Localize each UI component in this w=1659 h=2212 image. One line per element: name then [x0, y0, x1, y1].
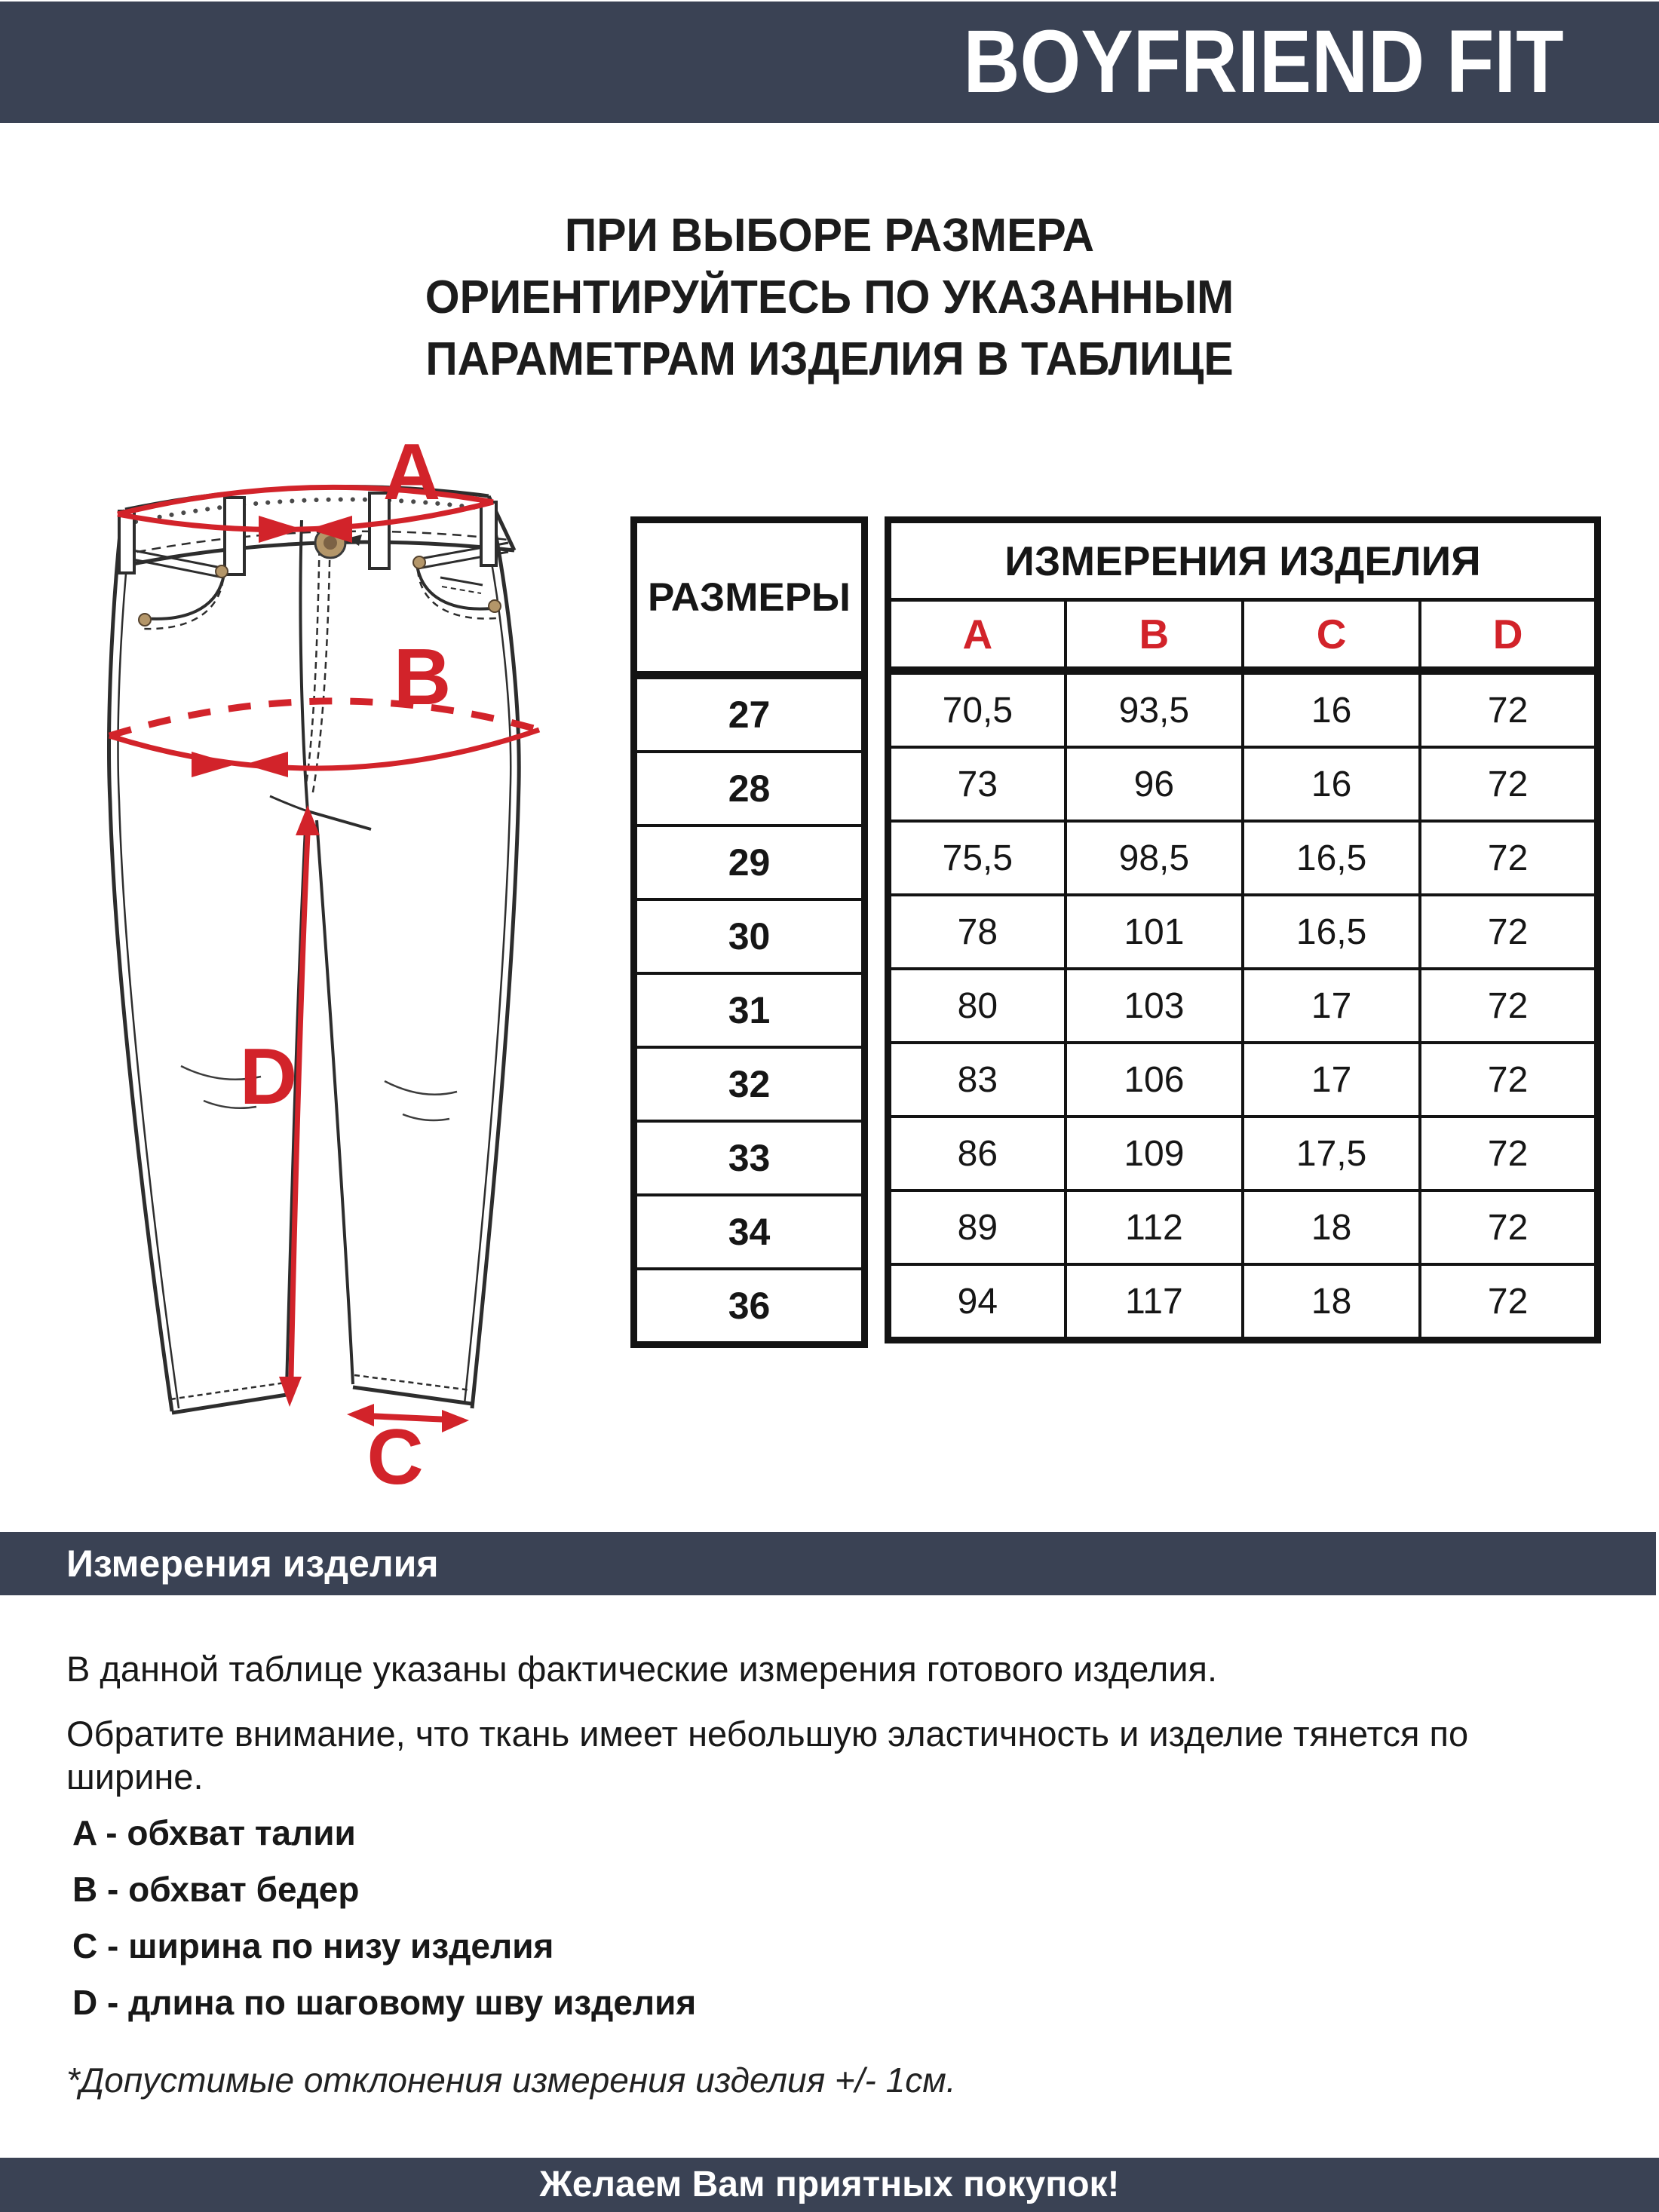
cell-c: 18	[1243, 1190, 1420, 1264]
cell-b: 112	[1066, 1190, 1243, 1264]
size-cell: 30	[634, 899, 865, 973]
page-title: BOYFRIEND FIT	[963, 12, 1564, 112]
cell-b: 98,5	[1066, 821, 1243, 895]
table-row	[634, 899, 865, 973]
cell-b: 96	[1066, 747, 1243, 821]
table-row	[634, 973, 865, 1047]
table-row	[888, 671, 1598, 748]
cell-b: 101	[1066, 895, 1243, 969]
size-cell: 36	[634, 1269, 865, 1345]
cell-c: 16,5	[1243, 821, 1420, 895]
table-row	[634, 1047, 865, 1121]
cell-a: 80	[888, 969, 1066, 1043]
cell-b: 93,5	[1066, 671, 1243, 748]
intro-line-1: ПРИ ВЫБОРЕ РАЗМЕРА	[564, 210, 1095, 262]
cell-b: 106	[1066, 1043, 1243, 1117]
cell-b: 117	[1066, 1264, 1243, 1340]
measurements-header: ИЗМЕРЕНИЯ ИЗДЕЛИЯ	[888, 520, 1598, 600]
cell-c: 18	[1243, 1264, 1420, 1340]
wrinkle-marks	[181, 1066, 457, 1120]
cell-d: 72	[1420, 1190, 1597, 1264]
table-row	[888, 1190, 1598, 1264]
footer-message: Желаем Вам приятных покупок!	[539, 2165, 1120, 2204]
tolerance-note: *Допустимые отклонения измерения изделия +/- 1см.	[66, 2060, 956, 2100]
section-bar	[0, 1532, 1656, 1595]
sizes-header: РАЗМЕРЫ	[634, 520, 865, 676]
cell-d: 72	[1420, 1117, 1597, 1190]
description-block	[66, 1648, 1582, 1821]
jeans-outline	[109, 487, 520, 1413]
legend-item-a: A - обхват талии	[72, 1813, 356, 1852]
cell-a: 89	[888, 1190, 1066, 1264]
cell-d: 72	[1420, 821, 1597, 895]
cell-d: 72	[1420, 671, 1597, 748]
table-row	[888, 747, 1598, 821]
cell-a: 70,5	[888, 671, 1066, 748]
cell-d: 72	[1420, 1264, 1597, 1340]
column-b: B	[1066, 600, 1243, 671]
table-row	[634, 1269, 865, 1345]
table-row	[888, 895, 1598, 969]
label-d: D	[239, 1032, 298, 1121]
cell-a: 75,5	[888, 821, 1066, 895]
legend-item-d: D - длина по шаговому шву изделия	[72, 1983, 697, 2022]
description-paragraph-2: Обратите внимание, что ткань имеет небольшую эластичность и изделие тянется по ширине.	[66, 1714, 1469, 1797]
jeans-technical-drawing	[30, 436, 603, 1506]
cell-d: 72	[1420, 747, 1597, 821]
sizes-table	[630, 516, 868, 1348]
table-row	[888, 969, 1598, 1043]
size-cell: 29	[634, 826, 865, 899]
measure-waist-a	[118, 436, 493, 543]
size-cell: 34	[634, 1195, 865, 1269]
cell-d: 72	[1420, 895, 1597, 969]
measure-hem-c	[347, 1404, 469, 1501]
table-row	[888, 1117, 1598, 1190]
intro-line-3: ПАРАМЕТРАМ ИЗДЕЛИЯ В ТАБЛИЦЕ	[425, 332, 1234, 385]
column-d: D	[1420, 600, 1597, 671]
size-cell: 31	[634, 973, 865, 1047]
cell-c: 17	[1243, 969, 1420, 1043]
size-cell: 28	[634, 752, 865, 826]
label-b: B	[393, 633, 452, 722]
header-bar	[0, 2, 1659, 123]
cell-a: 73	[888, 747, 1066, 821]
label-c: C	[366, 1414, 424, 1501]
description-paragraph-1: В данной таблице указаны фактические измерения готового изделия.	[66, 1649, 1218, 1689]
size-cell: 33	[634, 1121, 865, 1195]
cell-c: 17,5	[1243, 1117, 1420, 1190]
cell-c: 16	[1243, 671, 1420, 748]
table-row	[634, 752, 865, 826]
table-row	[888, 821, 1598, 895]
measurement-legend	[72, 1815, 696, 2042]
cell-b: 103	[1066, 969, 1243, 1043]
measure-inseam-d	[240, 805, 320, 1407]
cell-a: 78	[888, 895, 1066, 969]
table-row	[888, 1264, 1598, 1340]
cell-a: 83	[888, 1043, 1066, 1117]
size-cell: 32	[634, 1047, 865, 1121]
cell-a: 86	[888, 1117, 1066, 1190]
legend-item-b: B - обхват бедер	[72, 1870, 360, 1909]
legend-item-c: C - ширина по низу изделия	[72, 1926, 554, 1965]
measure-hip-b	[109, 633, 539, 777]
intro-heading	[41, 205, 1618, 390]
cell-d: 72	[1420, 969, 1597, 1043]
measurements-table	[885, 516, 1601, 1343]
cell-d: 72	[1420, 1043, 1597, 1117]
column-header-row	[888, 600, 1598, 671]
cell-c: 16	[1243, 747, 1420, 821]
cell-a: 94	[888, 1264, 1066, 1340]
cell-b: 109	[1066, 1117, 1243, 1190]
label-a: A	[382, 436, 441, 516]
table-row	[888, 1043, 1598, 1117]
section-title: Измерения изделия	[66, 1543, 439, 1585]
size-cell: 27	[634, 676, 865, 752]
table-row	[634, 826, 865, 899]
column-a: A	[888, 600, 1066, 671]
column-c: C	[1243, 600, 1420, 671]
cell-c: 16,5	[1243, 895, 1420, 969]
footer-bar	[0, 2158, 1659, 2212]
table-row	[634, 676, 865, 752]
intro-line-2: ОРИЕНТИРУЙТЕСЬ ПО УКАЗАННЫМ	[425, 271, 1234, 323]
table-row	[634, 1121, 865, 1195]
table-row	[634, 1195, 865, 1269]
cell-c: 17	[1243, 1043, 1420, 1117]
